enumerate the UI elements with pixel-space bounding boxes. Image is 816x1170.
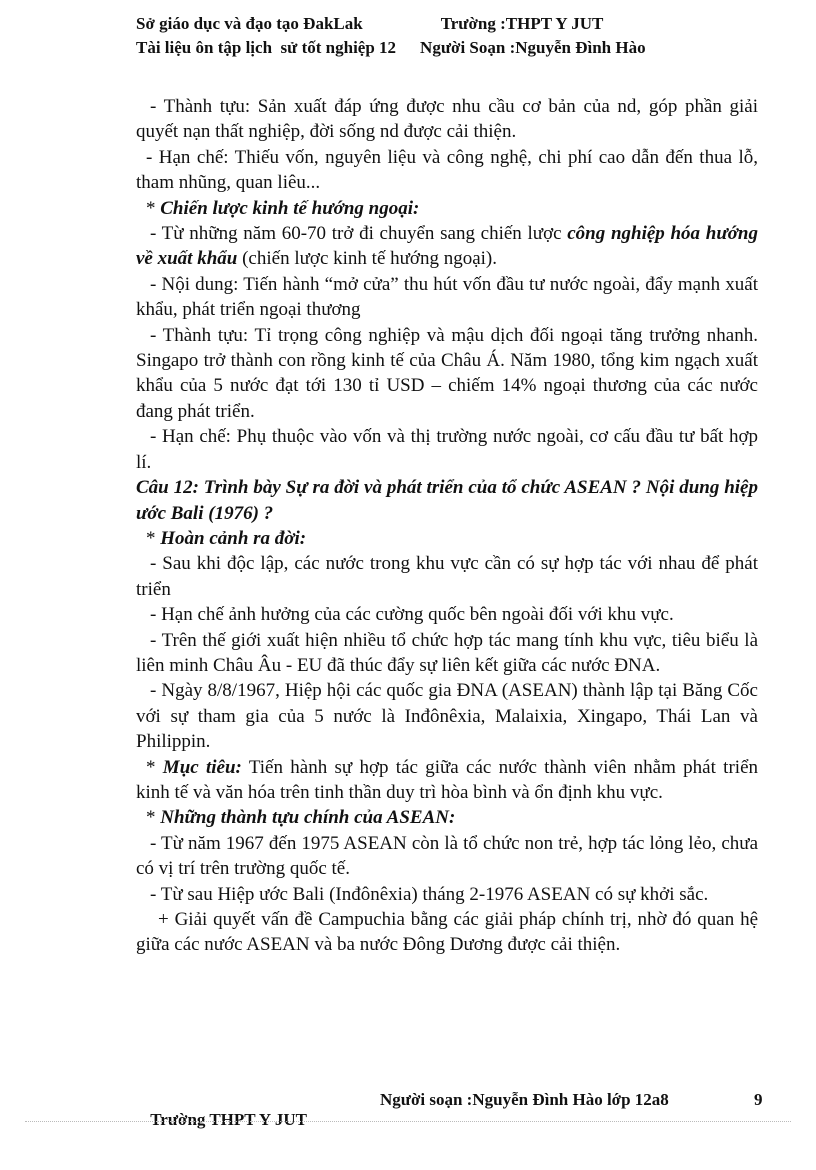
- heading-text: Hoàn cảnh ra đời:: [160, 527, 307, 549]
- heading-outward-strategy: [136, 196, 758, 221]
- heading-context: [136, 526, 758, 551]
- paragraph-cooperation: - Sau khi độc lập, các nước trong khu vực cần có sự hợp tác với nhau để phát triển: [136, 553, 758, 600]
- paragraph-limitations: - Hạn chế: Thiếu vốn, nguyên liệu và công nghệ, chi phí cao dẫn đến thua lỗ, tham nhũng, quan liêu...: [136, 146, 758, 194]
- heading-main-achievements: [136, 805, 758, 830]
- document-body: [136, 94, 758, 958]
- heading-text: Những thành tựu chính của ASEAN:: [160, 807, 456, 829]
- paragraph-goals: [136, 755, 758, 806]
- heading-bullet: *: [146, 756, 163, 778]
- paragraph-export-strategy: [136, 221, 758, 272]
- heading-bullet: *: [146, 527, 161, 549]
- question-12: Câu 12: Trình bày Sự ra đời và phát triển của tổ chức ASEAN ? Nội dung hiệp ước Bali (1976) ?: [136, 477, 758, 524]
- paragraph-bali: - Từ sau Hiệp ước Bali (Inđônêxia) tháng 2-1976 ASEAN có sự khởi sắc.: [150, 883, 709, 905]
- footer-author: Người soạn :Nguyễn Đình Hào lớp 12a8: [380, 1090, 669, 1109]
- header-doc: Tài liệu ôn tập lịch sử tốt nghiệp 12: [136, 38, 397, 57]
- paragraph-achievements: - Thành tựu: Sản xuất đáp ứng được nhu cầu cơ bản của nd, góp phần giải quyết nạn thất nghiệp, đời sống nd được cải thiện.: [136, 96, 758, 143]
- paragraph-content: - Nội dung: Tiến hành “mở cửa” thu hút vốn đầu tư nước ngoài, đẩy mạnh xuất khẩu, phát triển ngoại thương: [136, 273, 758, 321]
- text-span: (chiến lược kinh tế hướng ngoại).: [237, 248, 498, 270]
- heading-bullet: *: [146, 807, 161, 829]
- header-row-2: [136, 36, 646, 60]
- heading-text: Mục tiêu:: [162, 756, 242, 778]
- paragraph-achievements-2: - Thành tựu: Tỉ trọng công nghiệp và mậu dịch đối ngoại tăng trưởng nhanh. Singapo trở thành con rồng kinh tế của Châu Á. Năm 1980, tổng kim ngạch xuất khẩu của 5 nước đạt tới 130 tỉ USD – chiếm 14% ngoại thương của các nước đang phát triển.: [136, 324, 758, 422]
- paragraph-influence: - Hạn chế ảnh hưởng của các cường quốc bên ngoài đối với khu vực.: [150, 604, 674, 626]
- paragraph-founding: - Ngày 8/8/1967, Hiệp hội các quốc gia ĐNA (ASEAN) thành lập tại Băng Cốc với sự tham gia của 5 nước là Inđônêxia, Malaixia, Xingapo, Thái Lan và Philippin.: [136, 680, 758, 753]
- text-span: - Từ những năm 60-70 trở đi chuyển sang chiến lược: [150, 223, 568, 245]
- paragraph-regional-orgs: - Trên thế giới xuất hiện nhiều tổ chức hợp tác mang tính khu vực, tiêu biểu là liên minh Châu Âu - EU đã thúc đẩy sự liên kết giữa các nước ĐNA.: [136, 629, 758, 676]
- page-number: 9: [754, 1090, 763, 1109]
- header-author: Người Soạn :Nguyễn Đình Hào: [420, 38, 646, 57]
- header-row-1: [136, 12, 646, 36]
- footer-school: Trường THPT Y JUT: [150, 1110, 307, 1129]
- page-bottom-divider: [25, 1121, 791, 1122]
- header-dept: Sở giáo dục và đạo tạo ĐakLak: [136, 14, 363, 33]
- heading-text: Chiến lược kinh tế hướng ngoại:: [160, 197, 420, 219]
- paragraph-1967-1975: - Từ năm 1967 đến 1975 ASEAN còn là tổ chức non trẻ, hợp tác lỏng lẻo, chưa có vị trí trên trường quốc tế.: [136, 832, 758, 880]
- emphasis-span: công nghiệp hóa hướng về xuất khẩu: [136, 223, 758, 270]
- header-school: Trường :THPT Y JUT: [440, 14, 604, 33]
- paragraph-cambodia: + Giải quyết vấn đề Campuchia bằng các giải pháp chính trị, nhờ đó quan hệ giữa các nước ASEAN và ba nước Đông Dương được cải thiện.: [136, 909, 758, 956]
- page-footer: [142, 1090, 763, 1170]
- page-header: [136, 12, 646, 60]
- heading-bullet: *: [146, 197, 161, 219]
- text-span: Tiến hành sự hợp tác giữa các nước thành viên nhằm phát triển kinh tế và văn hóa trên tinh thần duy trì hòa bình và ổn định khu vực.: [136, 756, 759, 803]
- paragraph-limitations-2: - Hạn chế: Phụ thuộc vào vốn và thị trường nước ngoài, cơ cấu đầu tư bất hợp lí.: [136, 426, 758, 473]
